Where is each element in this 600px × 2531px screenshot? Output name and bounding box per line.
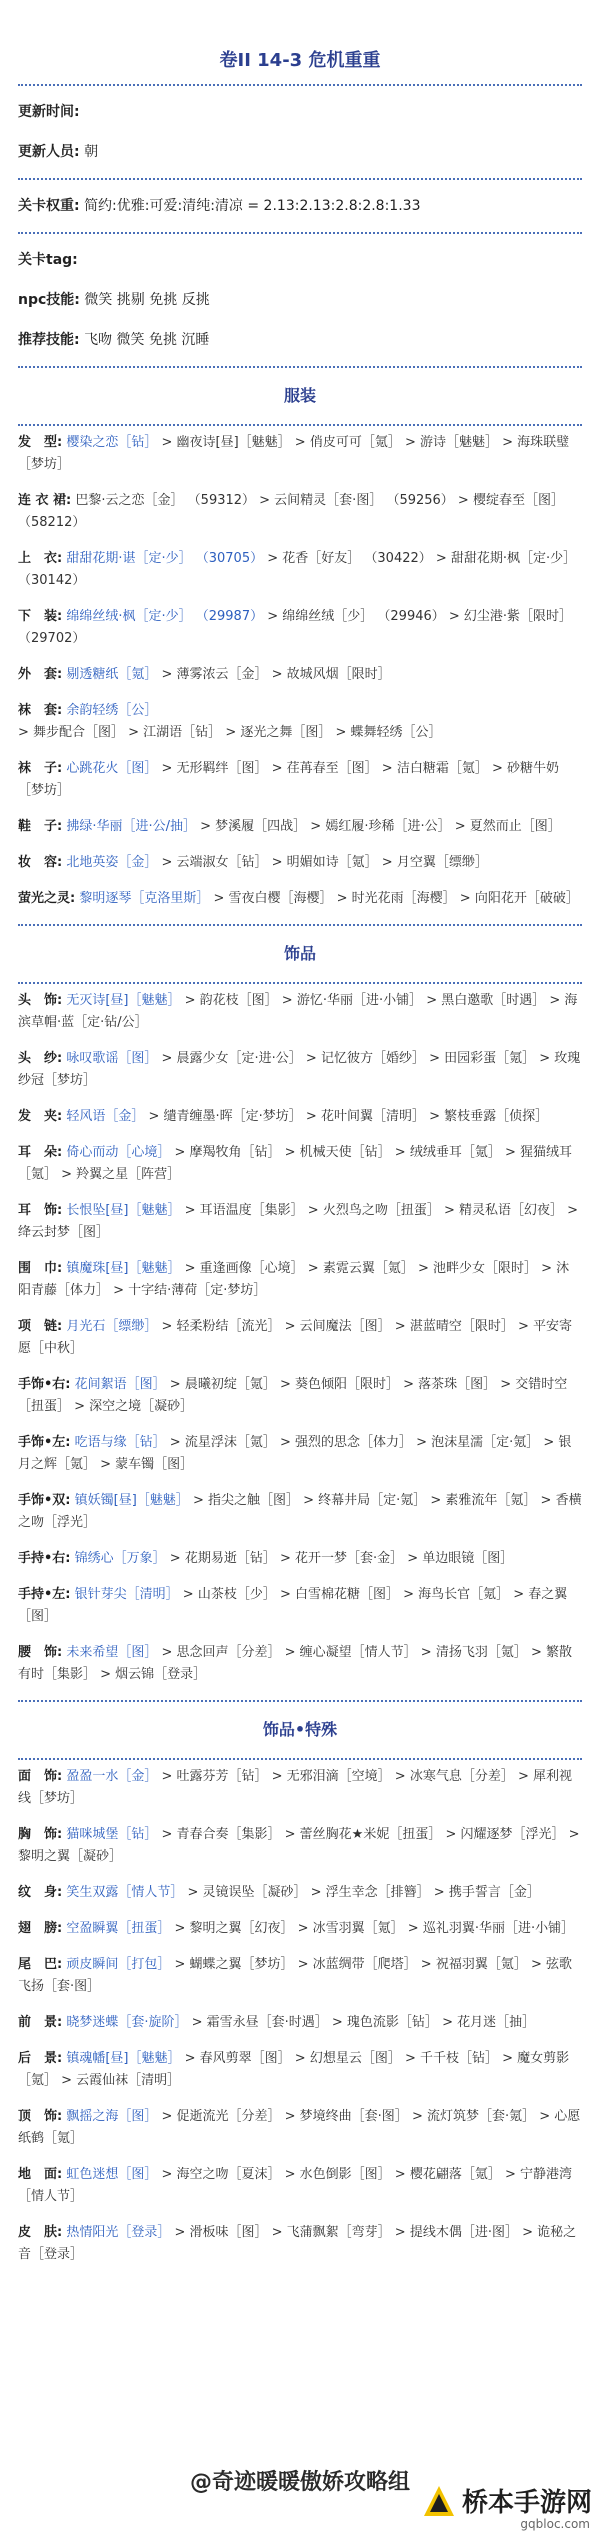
item-highlight: 未来希望［图］ [66, 1645, 158, 1660]
list-item [18, 1316, 582, 1360]
update-person-row [18, 132, 582, 172]
item-highlight: 镇妖镯[昼]［魅魅］ [74, 1493, 189, 1508]
item-highlight: 猫咪城堡［钻］ [66, 1827, 158, 1842]
item-rest: > 摩羯牧角［钻］ > 机械天使［钻］ > 绒绒垂耳［氪］ > 猩猫绒耳［氪］ > 羚翼之星［阵营］ [18, 1145, 572, 1182]
item-rest: > 缱青缠墨·晖［定·梦坊］ > 花叶间翼［清明］ > 繁枝垂露［侦探］ [144, 1109, 549, 1124]
item-label: 手持•右: [18, 1551, 71, 1566]
list-item [18, 1954, 582, 1998]
item-label: 手饰•左: [18, 1435, 71, 1450]
item-highlight: 花间絮语［图］ [74, 1377, 166, 1392]
list-item [18, 1548, 582, 1570]
item-highlight: 锦绣心［万象］ [74, 1551, 166, 1566]
item-highlight: 月光石［缥缈］ [66, 1319, 158, 1334]
list-item [18, 606, 582, 650]
item-highlight: 热情阳光［登录］ [66, 2225, 171, 2240]
npc-label: npc技能: [18, 292, 80, 308]
list-item [18, 664, 582, 686]
item-label: 外 套: [18, 667, 63, 682]
item-rest: > 青春合奏［集影］ > 蕾丝胸花★米妮［扭蛋］ > 闪耀逐梦［浮光］ > 黎明之翼［凝砂］ [18, 1827, 580, 1864]
divider [18, 232, 582, 234]
divider [18, 924, 582, 926]
item-rest: > 韵花枝［图］ > 游忆·华丽［进·小铺］ > 黑白邀歌［时遇］ > 海滨草帽·蓝［定·钻/公］ [18, 993, 578, 1030]
update-time-label: 更新时间: [18, 104, 80, 120]
item-rest: > 指尖之触［图］ > 终幕井局［定·氪］ > 素雅流年［氪］ > 香横之吻［浮光］ [18, 1493, 582, 1530]
item-rest: > 无形羁绊［图］ > 荏苒春至［图］ > 洁白糖霜［氪］ > 砂糖牛奶［梦坊］ [18, 761, 559, 798]
item-highlight: 镇魂幡[昼]［魅魅］ [66, 2051, 181, 2066]
divider [18, 366, 582, 368]
weights-label: 关卡权重: [18, 198, 80, 214]
item-rest: > 黎明之翼［幻夜］ > 冰雪羽翼［氪］ > 巡礼羽翼·华丽［进·小铺］ [170, 1921, 575, 1936]
item-label: 耳 饰: [18, 1203, 63, 1218]
item-highlight: 晓梦迷蝶［套·旋阶］ [66, 2015, 188, 2030]
item-label: 萤光之灵: [18, 891, 76, 906]
item-label: 纹 身: [18, 1885, 63, 1900]
item-rest: > 蝴蝶之翼［梦坊］ > 冰蓝绸带［爬塔］ > 祝福羽翼［氪］ > 弦歌飞扬［套·图］ [18, 1957, 572, 1994]
list-item [18, 700, 582, 744]
item-label: 袜 子: [18, 761, 63, 776]
item-label: 下 装: [18, 609, 63, 624]
item-rest: > 吐露芬芳［钻］ > 无邪泪滴［空境］ > 冰寒气息［分差］ > 犀利视线［梦坊］ [18, 1769, 572, 1806]
item-rest: > 春风剪翠［图］ > 幻想星云［图］ > 千千枝［钻］ > 魔女剪影［氪］ > 云霞仙袜［清明］ [18, 2051, 570, 2088]
item-highlight: 虹色迷想［图］ [66, 2167, 158, 2182]
list-item [18, 2222, 582, 2266]
item-rest: > 绵绵丝绒［少］ （29946） > 幻尘港·紫［限时］ （29702） [18, 609, 573, 646]
item-rest: > 梦溪履［四战］ > 嫣红履·珍稀［进·公］ > 夏然而止［图］ [196, 819, 561, 834]
item-label: 手饰•双: [18, 1493, 71, 1508]
list-item [18, 1048, 582, 1092]
site-name: 桥本手游网 [461, 2488, 592, 2518]
item-label: 后 景: [18, 2051, 63, 2066]
item-rest: > 灵镜误坠［凝砂］ > 浮生幸念［排簪］ > 携手誓言［金］ [183, 1885, 540, 1900]
watermark [0, 2459, 600, 2529]
item-label: 手饰•右: [18, 1377, 71, 1392]
watermark-text: @奇迹暖暖傲娇攻略组 [189, 2470, 410, 2495]
list-item [18, 2012, 582, 2034]
item-rest: > 幽夜诗[昼]［魅魅］ > 俏皮可可［氪］ > 游诗［魅魅］ > 海珠联璧［梦坊］ [18, 435, 570, 472]
list-item [18, 1374, 582, 1418]
list-item [18, 1642, 582, 1686]
list-item [18, 1918, 582, 1940]
item-label: 翅 膀: [18, 1921, 63, 1936]
item-rest: > 云端淑女［钻］ > 明媚如诗［氪］ > 月空翼［缥缈］ [157, 855, 488, 870]
item-rest: > 思念回声［分差］ > 缠心凝望［情人节］ > 清扬飞羽［氪］ > 繁散有时［集影］ > 烟云锦［登录］ [18, 1645, 572, 1682]
list-item [18, 1766, 582, 1810]
item-highlight: 剔透糖纸［氪］ [66, 667, 158, 682]
item-highlight: 甜甜花期·谌［定·少］ （30705） [66, 551, 264, 566]
item-rest: > 花期易逝［钻］ > 花开一梦［套·金］ > 单边眼镜［图］ [165, 1551, 514, 1566]
item-rest: > 晨曦初绽［氪］ > 葵色倾阳［限时］ > 落茶珠［图］ > 交错时空［扭蛋］ > 深空之境［凝砂］ [18, 1377, 568, 1414]
divider [18, 424, 582, 426]
list-item [18, 1490, 582, 1534]
section-title-accessories: 饰品 [283, 944, 316, 963]
item-rest: > 霜雪永昼［套·时遇］ > 瑰色流影［钻］ > 花月迷［抽］ [187, 2015, 536, 2030]
item-rest: > 花香［好友］ （30422） > 甜甜花期·枫［定·少］ （30142） [18, 551, 577, 588]
item-highlight: 轻风语［金］ [66, 1109, 145, 1124]
item-label: 腰 饰: [18, 1645, 63, 1660]
update-person-label: 更新人员: [18, 144, 80, 160]
item-label: 顶 饰: [18, 2109, 63, 2124]
list-item [18, 758, 582, 802]
list-item [18, 1584, 582, 1628]
item-label: 袜 套: [18, 703, 63, 718]
site-logo-icon [422, 2484, 456, 2518]
item-highlight: 无灭诗[昼]［魅魅］ [66, 993, 181, 1008]
item-rest: > 促逝流光［分差］ > 梦境终曲［套·图］ > 流灯筑梦［套·氪］ > 心愿纸鹤［氪］ [18, 2109, 581, 2146]
list-item [18, 990, 582, 1034]
item-label: 上 衣: [18, 551, 63, 566]
item-label: 头 饰: [18, 993, 63, 1008]
skill-row [18, 320, 582, 360]
item-highlight: 长恨坠[昼]［魅魅］ [66, 1203, 181, 1218]
list-item [18, 1142, 582, 1186]
item-highlight: 黎明逐琴［克洛里斯］ [79, 891, 210, 906]
list-item [18, 490, 582, 534]
divider [18, 84, 582, 86]
item-highlight: 心跳花火［图］ [66, 761, 158, 776]
item-highlight: 盈盈一水［金］ [66, 1769, 158, 1784]
item-rest: > 晨露少女［定·进·公］ > 记忆彼方［婚纱］ > 田园彩蛋［氪］ > 玫瑰纱冠［梦坊］ [18, 1051, 581, 1088]
item-rest: 巴黎·云之恋［金］ （59312） > 云间精灵［套·图］ （59256） > 樱绽春至［图］ （58212） [18, 493, 564, 530]
update-person-value: 朝 [84, 144, 99, 160]
divider [18, 982, 582, 984]
item-label: 皮 肤: [18, 2225, 63, 2240]
list-item [18, 1882, 582, 1904]
item-highlight: 银针芽尖［清明］ [74, 1587, 179, 1602]
list-item [18, 2106, 582, 2150]
item-highlight: 绵绵丝绒·枫［定·少］ （29987） [66, 609, 264, 624]
item-highlight: 顽皮瞬间［打包］ [66, 1957, 171, 1972]
divider [18, 178, 582, 180]
clothes-list [18, 432, 582, 910]
item-label: 地 面: [18, 2167, 63, 2182]
item-rest: > 耳语温度［集影］ > 火烈鸟之吻［扭蛋］ > 精灵私语［幻夜］ > 绛云封梦［图］ [18, 1203, 578, 1240]
npc-row [18, 280, 582, 320]
section-title-clothes: 服装 [283, 386, 316, 405]
divider [18, 1700, 582, 1702]
item-highlight: 北地英姿［金］ [66, 855, 158, 870]
list-item [18, 1200, 582, 1244]
item-highlight: 倚心而动［心境］ [66, 1145, 171, 1160]
item-highlight: 飘摇之海［图］ [66, 2109, 158, 2124]
page-title: 卷II 14-3 危机重重 [219, 50, 381, 71]
list-item [18, 852, 582, 874]
weights-value: 简约:优雅:可爱:清纯:清凉 = 2.13:2.13:2.8:2.8:1.33 [84, 198, 421, 214]
list-item [18, 1432, 582, 1476]
list-item [18, 432, 582, 476]
item-rest: > 滑板味［图］ > 飞蒲飘絮［弯芽］ > 提线木偶［进·图］ > 诡秘之音［登录］ [18, 2225, 577, 2262]
item-rest: > 轻柔粉结［流光］ > 云间魔法［图］ > 湛蓝晴空［限时］ > 平安寄愿［中秋］ [18, 1319, 572, 1356]
item-rest: > 海空之吻［夏沫］ > 水色倒影［图］ > 樱花翩落［氪］ > 宁静港湾［情人节］ [18, 2167, 572, 2204]
item-label: 胸 饰: [18, 1827, 63, 1842]
item-label: 前 景: [18, 2015, 63, 2030]
item-label: 鞋 子: [18, 819, 63, 834]
list-item [18, 548, 582, 592]
item-highlight: 拂绿·华丽［进·公/抽］ [66, 819, 196, 834]
item-rest: > 流星浮沫［氪］ > 强烈的思念［体力］ > 泡沫星濡［定·氪］ > 银月之辉［氪］ > 蒙车镯［图］ [18, 1435, 572, 1472]
list-item [18, 816, 582, 838]
site-domain: gqbloc.com [520, 2517, 590, 2531]
tag-label: 关卡tag: [18, 252, 78, 268]
item-label: 尾 巴: [18, 1957, 63, 1972]
tag-row [18, 240, 582, 280]
accessories-list [18, 990, 582, 1686]
weights-row [18, 186, 582, 226]
item-label: 面 饰: [18, 1769, 63, 1784]
list-item [18, 1258, 582, 1302]
list-item [18, 888, 582, 910]
section-title-special: 饰品•特殊 [262, 1720, 338, 1739]
list-item [18, 1824, 582, 1868]
item-highlight: 咏叹歌谣［图］ [66, 1051, 158, 1066]
list-item [18, 1106, 582, 1128]
update-time-row [18, 92, 582, 132]
list-item [18, 2048, 582, 2092]
item-label: 连 衣 裙: [18, 493, 72, 508]
item-label: 头 纱: [18, 1051, 63, 1066]
item-highlight: 吃语与缘［钻］ [74, 1435, 166, 1450]
special-list [18, 1766, 582, 2266]
item-rest: > 雪夜白樱［海樱］ > 时光花雨［海樱］ > 向阳花开［破破］ [209, 891, 579, 906]
item-label: 项 链: [18, 1319, 63, 1334]
item-highlight: 笑生双露［情人节］ [66, 1885, 184, 1900]
item-label: 发 型: [18, 435, 63, 450]
npc-value: 微笑 挑剔 免挑 反挑 [84, 292, 210, 308]
item-rest: > 重逢画像［心境］ > 素霓云翼［氪］ > 池畔少女［限时］ > 沐阳青藤［体力］ > 十字结·薄荷［定·梦坊］ [18, 1261, 570, 1298]
item-rest: > 山茶枝［少］ > 白雪棉花糖［图］ > 海鸟长官［氪］ > 春之翼［图］ [18, 1587, 568, 1624]
site-logo [422, 2482, 592, 2519]
item-rest: > 舞步配合［图］ > 江湖语［钻］ > 逐光之舞［图］ > 蝶舞轻绣［公］ [18, 725, 442, 740]
skill-label: 推荐技能: [18, 332, 80, 348]
item-label: 妆 容: [18, 855, 63, 870]
item-label: 发 夹: [18, 1109, 63, 1124]
item-label: 耳 朵: [18, 1145, 63, 1160]
divider [18, 1758, 582, 1760]
item-label: 手持•左: [18, 1587, 71, 1602]
item-label: 围 巾: [18, 1261, 63, 1276]
item-highlight: 空盈瞬翼［扭蛋］ [66, 1921, 171, 1936]
list-item [18, 2164, 582, 2208]
item-highlight: 镇魔珠[昼]［魅魅］ [66, 1261, 181, 1276]
item-highlight: 余韵轻绣［公］ [66, 703, 158, 718]
skill-value: 飞吻 微笑 免挑 沉睡 [84, 332, 210, 348]
item-rest: > 薄雾浓云［金］ > 故城风烟［限时］ [157, 667, 391, 682]
item-highlight: 樱染之恋［钻］ [66, 435, 158, 450]
